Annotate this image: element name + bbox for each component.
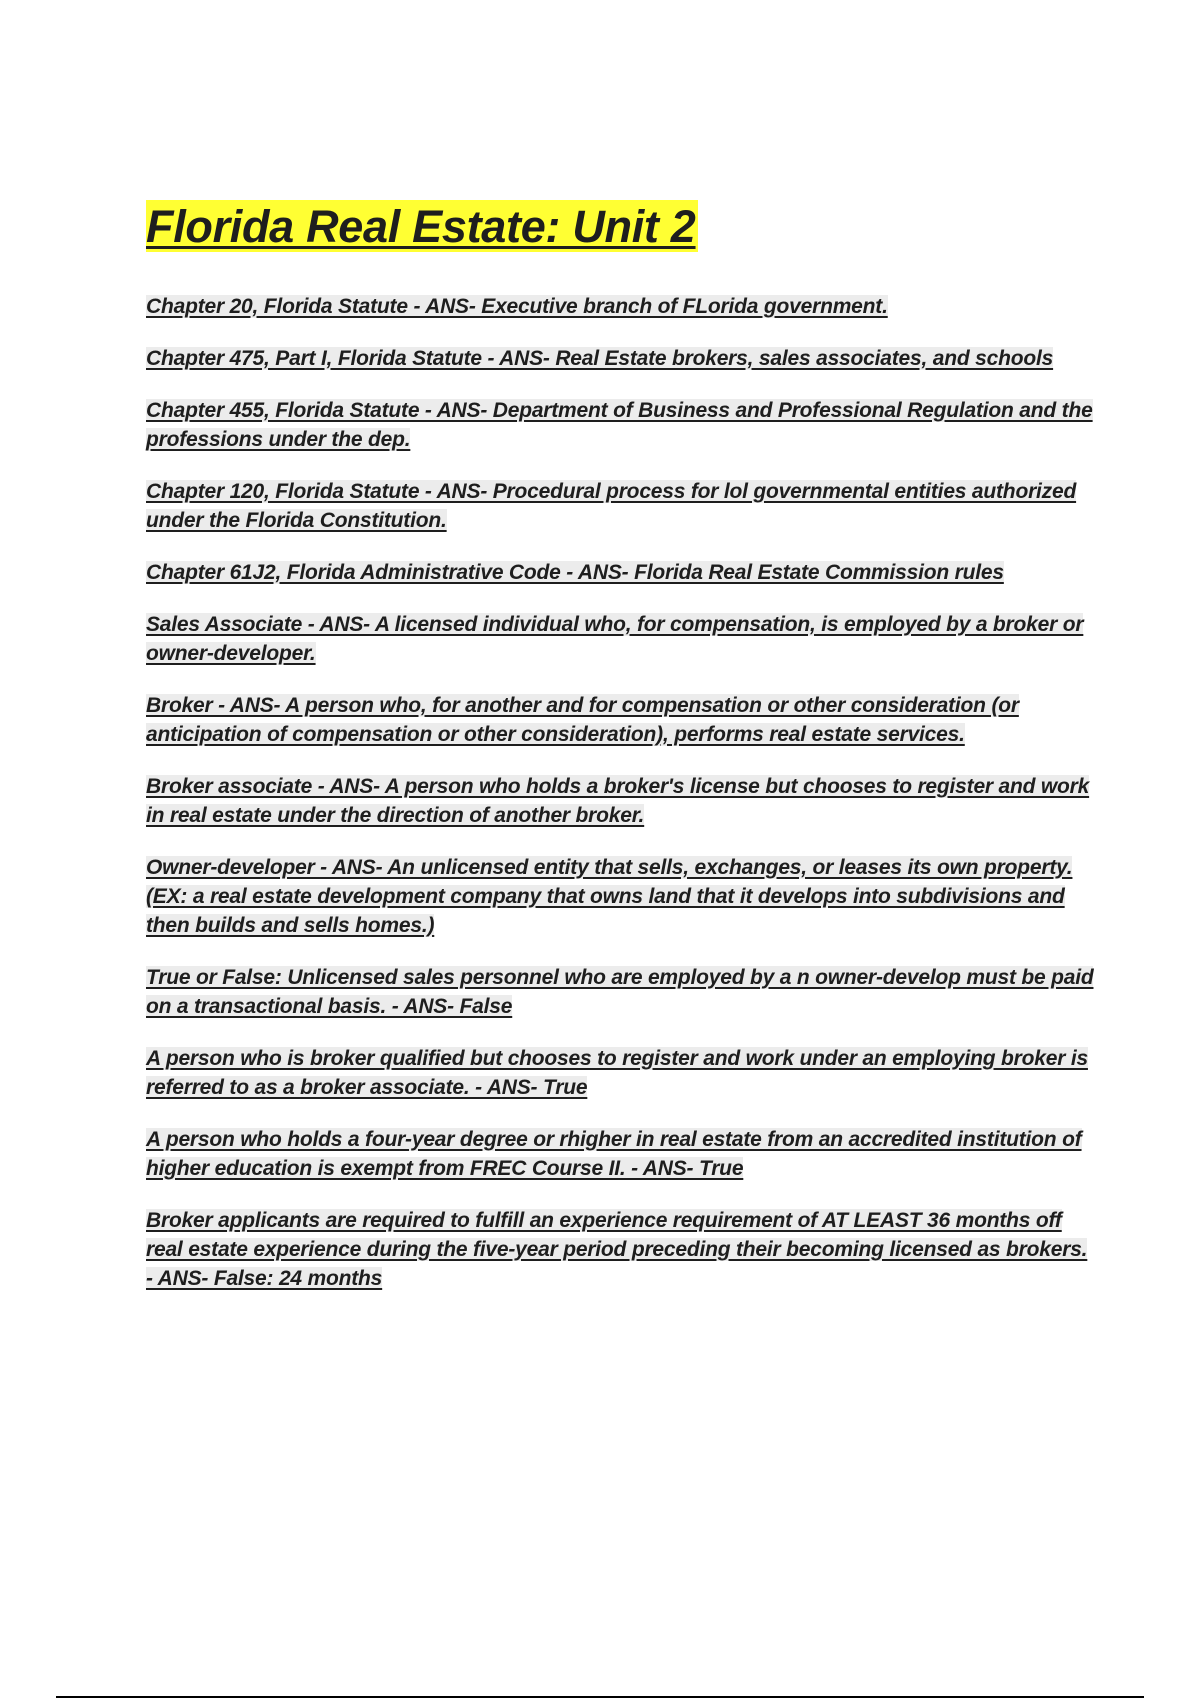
flashcard-entry bbox=[146, 1125, 1096, 1183]
flashcard-text: Owner-developer - ANS- An unlicensed entity that sells, exchanges, or leases its own property. (EX: a real estate development company that owns land that it develops into subdivisions and then builds and sells homes.) bbox=[146, 855, 1073, 937]
flashcard-entry bbox=[146, 853, 1096, 940]
flashcard-entry bbox=[146, 1206, 1096, 1293]
flashcard-text: True or False: Unlicensed sales personnel who are employed by a n owner-develop must be paid on a transactional basis. - ANS- False bbox=[146, 965, 1094, 1018]
footer-divider bbox=[56, 1696, 1144, 1698]
flashcard-text: Broker associate - ANS- A person who holds a broker's license but chooses to register and work in real estate under the direction of another broker. bbox=[146, 774, 1090, 827]
flashcard-entry bbox=[146, 292, 1096, 321]
flashcard-list bbox=[146, 292, 1096, 1293]
flashcard-entry bbox=[146, 772, 1096, 830]
flashcard-text: Chapter 455, Florida Statute - ANS- Department of Business and Professional Regulation and the professions under the dep. bbox=[146, 398, 1093, 451]
flashcard-entry bbox=[146, 396, 1096, 454]
flashcard-text: A person who is broker qualified but chooses to register and work under an employing broker is referred to as a broker associate. - ANS- True bbox=[146, 1046, 1088, 1099]
document-title: Florida Real Estate: Unit 2 bbox=[146, 201, 696, 252]
flashcard-text: Chapter 61J2, Florida Administrative Code - ANS- Florida Real Estate Commission rules bbox=[146, 560, 1004, 584]
document-page bbox=[146, 200, 1096, 1316]
flashcard-entry bbox=[146, 610, 1096, 668]
flashcard-text: Sales Associate - ANS- A licensed individual who, for compensation, is employed by a broker or owner-developer. bbox=[146, 612, 1084, 665]
flashcard-entry bbox=[146, 691, 1096, 749]
flashcard-text: Chapter 20, Florida Statute - ANS- Executive branch of FLorida government. bbox=[146, 294, 888, 318]
flashcard-entry bbox=[146, 558, 1096, 587]
flashcard-text: A person who holds a four-year degree or rhigher in real estate from an accredited institution of higher education is exempt from FREC Course II. - ANS- True bbox=[146, 1127, 1082, 1180]
flashcard-entry bbox=[146, 477, 1096, 535]
flashcard-text: Chapter 120, Florida Statute - ANS- Procedural process for lol governmental entities authorized under the Florida Constitution. bbox=[146, 479, 1077, 532]
flashcard-entry bbox=[146, 1044, 1096, 1102]
flashcard-text: Chapter 475, Part I, Florida Statute - ANS- Real Estate brokers, sales associates, and schools bbox=[146, 346, 1054, 370]
flashcard-entry bbox=[146, 963, 1096, 1021]
flashcard-text: Broker applicants are required to fulfill an experience requirement of AT LEAST 36 months off real estate experience during the five-year period preceding their becoming licensed as brokers. - ANS- False: 24 months bbox=[146, 1208, 1088, 1290]
flashcard-entry bbox=[146, 344, 1096, 373]
flashcard-text: Broker - ANS- A person who, for another and for compensation or other consideration (or anticipation of compensation or other consideration), performs real estate services. bbox=[146, 693, 1019, 746]
